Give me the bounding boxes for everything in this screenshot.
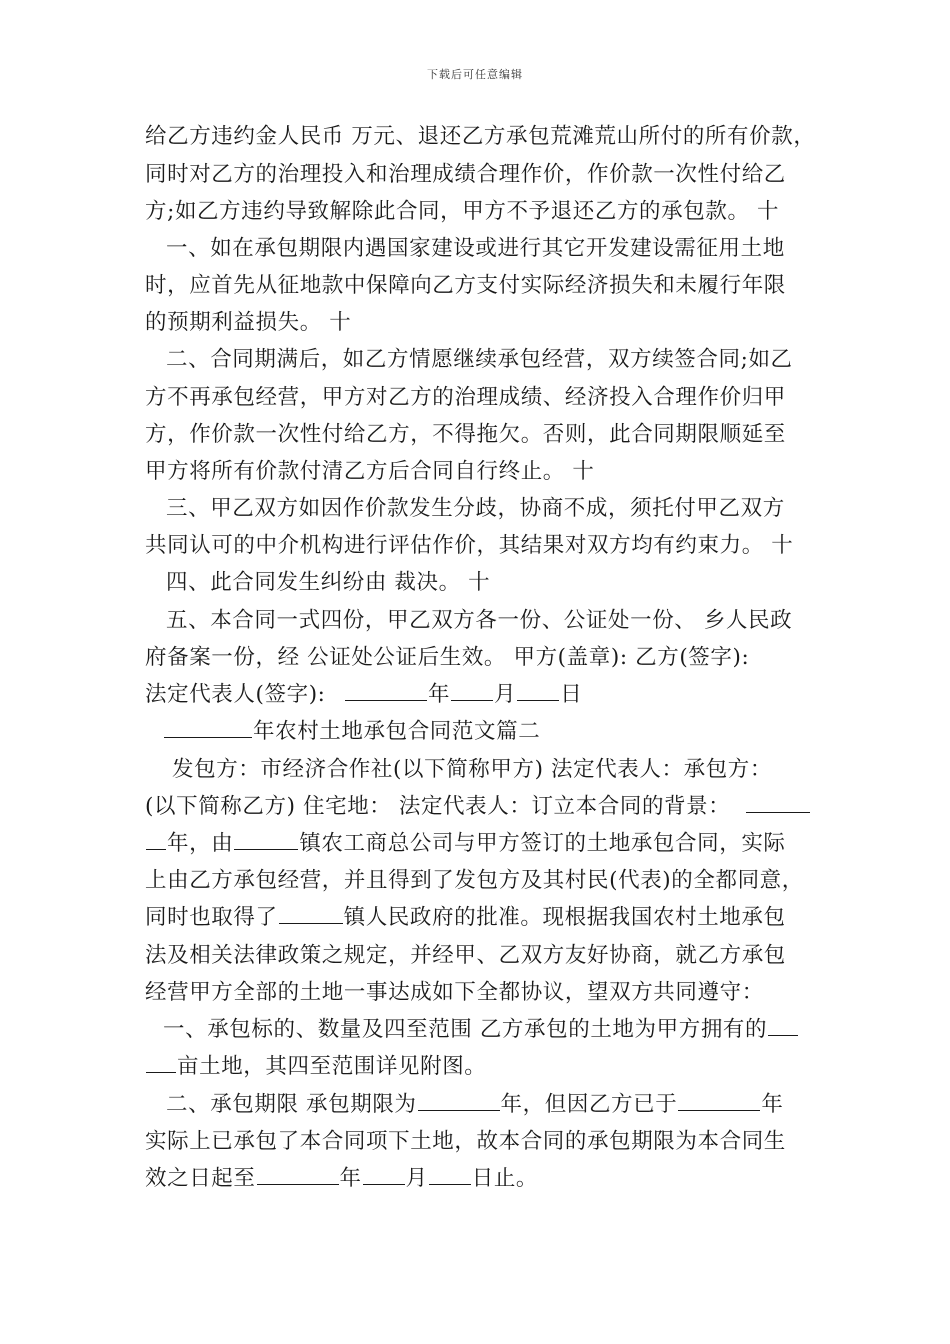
body-line: 方;如乙方违约导致解除此合同，甲方不予退还乙方的承包款。 十 — [145, 199, 780, 224]
body-line: 法及相关法律政策之规定，并经甲、乙双方友好协商，就乙方承包 — [145, 943, 786, 968]
blank-field — [164, 717, 252, 738]
blank-field — [363, 1164, 405, 1185]
blank-field — [279, 903, 343, 924]
page-header: 下载后可任意编辑 — [427, 68, 523, 81]
body-line: 三、甲乙双方如因作价款发生分歧，协商不成，须托付甲乙双方 — [166, 496, 785, 521]
body-line: 共同认可的中介机构进行评估作价，其结果对双方均有约束力。 十 — [145, 533, 794, 558]
blank-field — [418, 1090, 500, 1111]
legal-rep-label: 法定代表人(签字): — [145, 682, 326, 707]
body-line: 经营甲方全部的土地一事达成如下全都协议，望双方共同遵守： — [145, 980, 764, 1005]
blank-field — [429, 1164, 471, 1185]
blank-field — [146, 829, 166, 850]
blank-field — [746, 792, 810, 813]
blank-field — [678, 1090, 760, 1111]
body-line: 五、本合同一式四份，甲乙双方各一份、公证处一份、 乡人民政 — [166, 608, 793, 633]
body-line: (以下简称乙方) 住宅地： 法定代表人：订立本合同的背景： — [145, 792, 811, 822]
body-line: 的预期利益损失。 十 — [145, 310, 352, 335]
blank-field — [517, 680, 559, 701]
blank-field — [768, 1015, 798, 1036]
blank-field — [451, 680, 493, 701]
body-line: 给乙方违约金人民币 万元、退还乙方承包荒滩荒山所付的所有价款， — [145, 124, 816, 149]
body-line: 亩土地，其四至范围详见附图。 — [145, 1052, 486, 1082]
body-line: 方，作价款一次性付给乙方，不得拖欠。否则，此合同期限顺延至 — [145, 422, 786, 447]
body-line: 一、承包标的、数量及四至范围 乙方承包的土地为甲方拥有的 — [163, 1015, 799, 1045]
body-line: 甲方将所有价款付清乙方后合同自行终止。 十 — [145, 459, 595, 484]
body-line: 同时对乙方的治理投入和治理成绩合理作价，作价款一次性付给乙 — [145, 162, 786, 187]
body-line: 一、如在承包期限内遇国家建设或进行其它开发建设需征用土地 — [166, 236, 785, 261]
blank-field — [234, 829, 298, 850]
body-line: 方不再承包经营，甲方对乙方的治理成绩、经济投入合理作价归甲 — [145, 385, 786, 410]
body-line: 四、此合同发生纠纷由 裁决。 十 — [166, 570, 491, 595]
body-line: 同时也取得了 镇人民政府的批准。现根据我国农村土地承包 — [145, 905, 786, 930]
signature-line — [145, 680, 582, 710]
day-label: 日 — [560, 682, 583, 707]
body-line: 实际上已承包了本合同项下土地，故本合同的承包期限为本合同生 — [145, 1129, 786, 1154]
body-line: 二、承包期限 承包期限为 年，但因乙方已于 年 — [166, 1092, 784, 1117]
body-line: 时，应首先从征地款中保障向乙方支付实际经济损失和未履行年限 — [145, 273, 786, 298]
body-line: 年，由 镇农工商总公司与甲方签订的土地承包合同，实际 — [145, 829, 786, 859]
year-label: 年 — [427, 682, 451, 707]
section-title: 年农村土地承包合同范文篇二 — [163, 717, 540, 747]
month-label: 月 — [494, 682, 517, 707]
body-line: 上由乙方承包经营，并且得到了发包方及其村民(代表)的全都同意， — [145, 868, 804, 893]
blank-field — [146, 1052, 176, 1073]
body-line: 二、合同期满后，如乙方情愿继续承包经营，双方续签合同;如乙 — [166, 347, 793, 372]
blank-field — [257, 1164, 339, 1185]
body-line: 发包方：市经济合作社(以下简称甲方) 法定代表人：承包方： — [172, 757, 773, 782]
body-line: 府备案一份，经 公证处公证后生效。 甲方(盖章): 乙方(签字): — [145, 645, 750, 670]
blank-field — [345, 680, 427, 701]
body-line: 效之日起至 年 月 日止。 — [145, 1166, 539, 1191]
